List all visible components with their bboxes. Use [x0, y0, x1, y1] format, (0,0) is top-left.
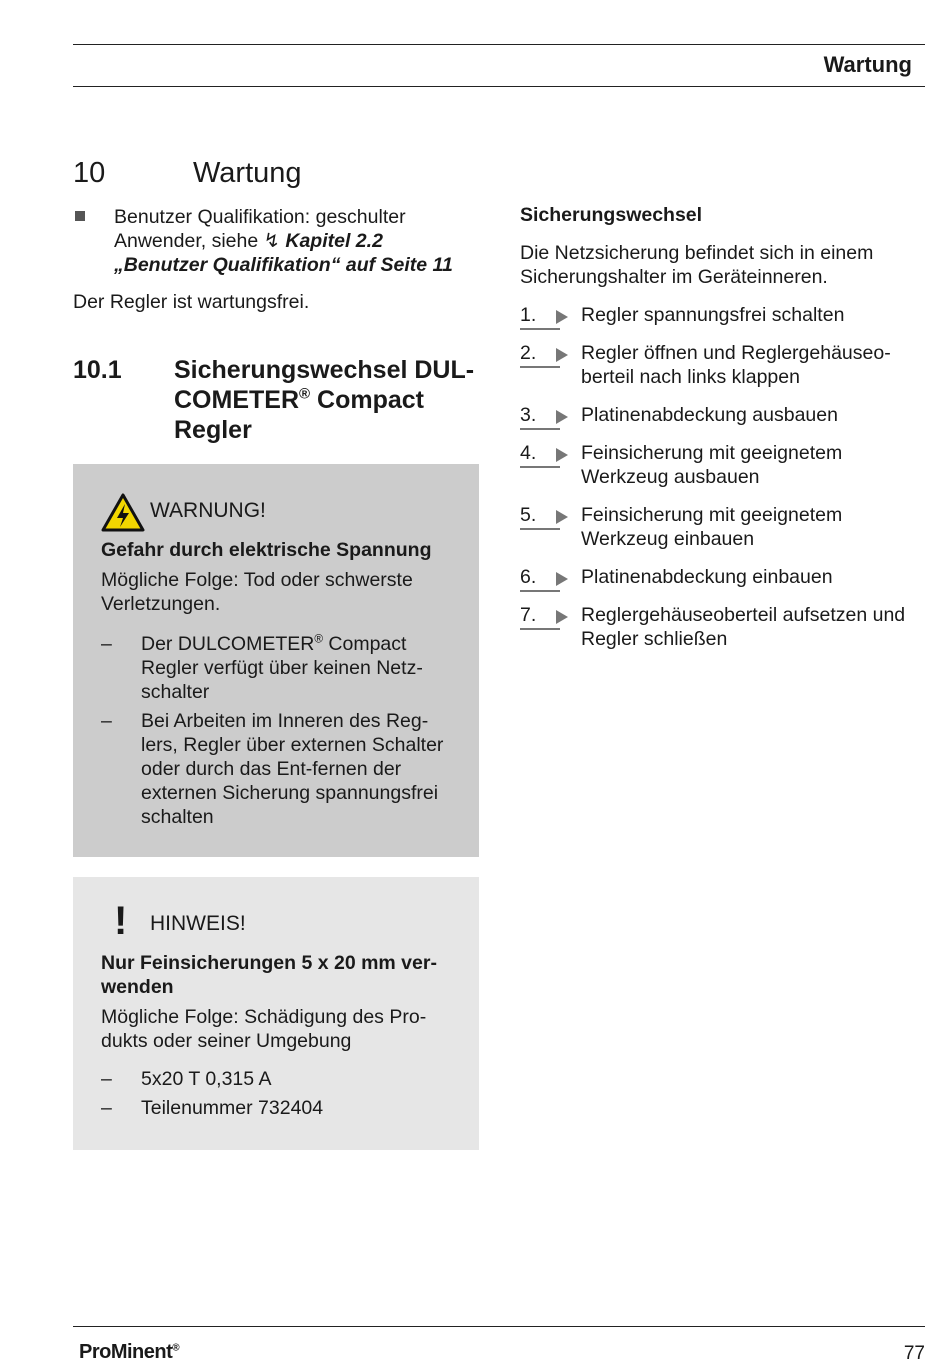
exclamation-icon: !: [114, 899, 128, 943]
section-title: Wartung: [193, 157, 302, 189]
warning-item-2: Bei Arbeiten im Inneren des Reg-lers, Regler über externen Schalter oder durch das Ent-fernen der externen Sicherung spannungsfrei schalten: [141, 710, 444, 828]
step-text: Reglergehäuseoberteil aufsetzen und Regler schließen: [581, 604, 906, 650]
step-arrow-icon: [556, 310, 568, 324]
notice-label: HINWEIS!: [150, 912, 246, 935]
warning-box: [73, 464, 479, 857]
header-rule-bottom: [73, 86, 925, 87]
notice-item: 5x20 T 0,315 A: [141, 1068, 272, 1090]
step-text: Feinsicherung mit geeignetem Werkzeug einbauen: [581, 504, 843, 550]
registered-mark: ®: [314, 632, 323, 646]
step-item: [520, 503, 930, 551]
step-arrow-icon: [556, 610, 568, 624]
header-title: Wartung: [823, 52, 912, 77]
warning-item-1a: Der DULCOMETER: [141, 633, 315, 655]
warning-item-1b: Compact Regler verfügt über keinen Netz-schalter: [141, 633, 423, 703]
fuse-intro: Die Netzsicherung befindet sich in einem Sicherungshalter im Geräteinneren.: [520, 242, 874, 288]
step-text: Regler spannungsfrei schalten: [581, 304, 845, 326]
header-rule-top: [73, 44, 925, 45]
step-text: Feinsicherung mit geeignetem Werkzeug ausbauen: [581, 442, 843, 488]
prominent-logo: [79, 1341, 179, 1364]
step-arrow-icon: [556, 348, 568, 362]
dash-bullet: –: [101, 1068, 112, 1090]
step-number: 7.: [520, 603, 560, 630]
registered-mark: ®: [172, 1342, 180, 1354]
list-item: [101, 709, 461, 829]
warning-heading: Gefahr durch elektrische Spannung: [101, 539, 432, 561]
section-number: 10: [73, 157, 106, 189]
qualification-link[interactable]: Kapitel 2.2 „Benutzer Qualifikation“ auf Seite 11: [114, 230, 453, 276]
step-text: Regler öffnen und Reglergehäuseo-berteil nach links klappen: [581, 342, 891, 388]
cross-reference-arrow-icon: ↯: [263, 230, 280, 252]
qualification-bullet: [73, 205, 479, 277]
warning-label: WARNUNG!: [150, 499, 266, 522]
intro-text: Der Regler ist wartungsfrei.: [73, 291, 310, 313]
step-arrow-icon: [556, 510, 568, 524]
step-number: 1.: [520, 303, 560, 330]
step-arrow-icon: [556, 448, 568, 462]
step-text: Platinenabdeckung ausbauen: [581, 404, 838, 426]
step-number: 6.: [520, 565, 560, 592]
notice-item: Teilenummer 732404: [141, 1097, 324, 1119]
square-bullet-icon: [75, 211, 85, 221]
step-item: [520, 603, 930, 651]
list-item: [101, 632, 461, 704]
warning-list: [101, 632, 461, 829]
registered-mark: ®: [299, 385, 311, 403]
list-item: [101, 1067, 461, 1091]
warning-consequence: Mögliche Folge: Tod oder schwerste Verletzungen.: [101, 569, 413, 615]
notice-consequence: Mögliche Folge: Schädigung des Pro-dukts oder seiner Umgebung: [101, 1006, 427, 1052]
notice-list: [101, 1067, 461, 1120]
electric-hazard-icon: [101, 492, 145, 532]
step-item: [520, 341, 930, 389]
footer-rule: [73, 1326, 925, 1327]
dash-bullet: –: [101, 710, 112, 732]
qualification-text: Benutzer Qualifikation: geschulter Anwender, siehe: [114, 206, 406, 252]
step-arrow-icon: [556, 572, 568, 586]
logo-text: ProMinent: [79, 1341, 173, 1363]
notice-box: [73, 877, 479, 1150]
subsection-title-a: Sicherungswechsel DUL-COMETER: [174, 356, 475, 414]
subsection-title-b: Compact Regler: [174, 386, 424, 444]
notice-heading: Nur Feinsicherungen 5 x 20 mm ver-wenden: [101, 952, 437, 998]
step-number: 5.: [520, 503, 560, 530]
step-item: [520, 303, 930, 327]
section-heading: [73, 157, 302, 190]
fuse-heading: Sicherungswechsel: [520, 204, 703, 226]
step-number: 3.: [520, 403, 560, 430]
step-arrow-icon: [556, 410, 568, 424]
subsection-heading: [73, 355, 479, 445]
page-number: 77: [903, 1343, 925, 1364]
step-text: Platinenabdeckung einbauen: [581, 566, 833, 588]
subsection-number: 10.1: [73, 356, 122, 384]
step-item: [520, 565, 930, 589]
step-number: 4.: [520, 441, 560, 468]
step-number: 2.: [520, 341, 560, 368]
list-item: [101, 1096, 461, 1120]
step-item: [520, 403, 930, 427]
dash-bullet: –: [101, 1097, 112, 1119]
step-item: [520, 441, 930, 489]
dash-bullet: –: [101, 633, 112, 655]
